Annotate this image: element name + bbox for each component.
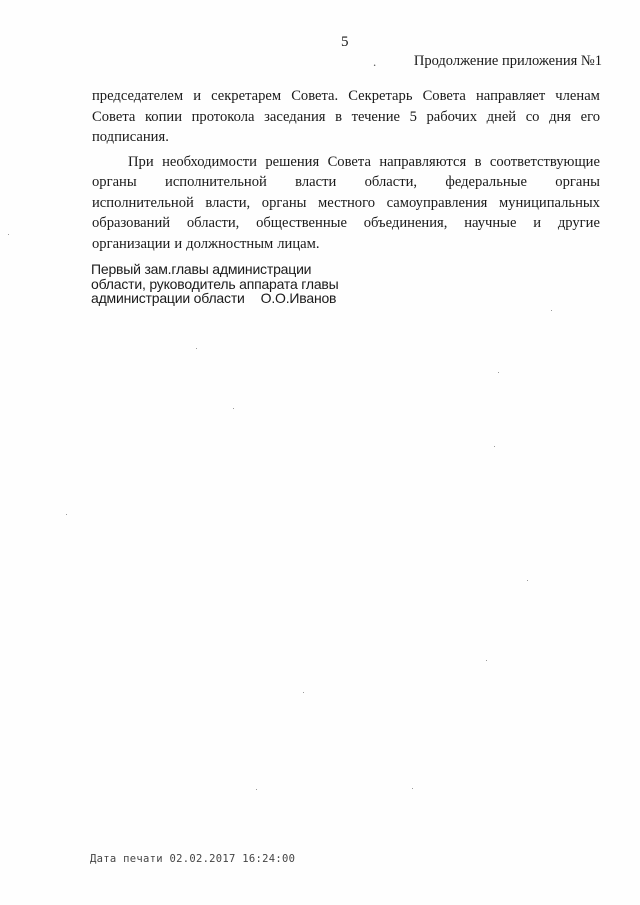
- text-line: [92, 107, 600, 128]
- text-line: [92, 172, 600, 193]
- document-body: [92, 86, 600, 254]
- scan-speck: [196, 348, 197, 349]
- signature-title-line-2: области, руководитель аппарата главы: [91, 275, 339, 292]
- word: направляет: [475, 88, 546, 104]
- signature-block: [91, 262, 339, 306]
- appendix-continuation-note: Продолжение приложения №1: [413, 53, 602, 69]
- word: научные: [464, 215, 517, 231]
- word: секретарем: [211, 88, 282, 104]
- text-line: [92, 152, 600, 173]
- scan-speck: [233, 408, 234, 409]
- word: федеральные: [445, 174, 527, 190]
- word: и: [193, 88, 202, 104]
- word: области,: [186, 215, 240, 231]
- text-line: [92, 193, 600, 214]
- word: членам: [555, 88, 600, 104]
- signature-title-line-3-text: администрации области: [91, 290, 245, 306]
- word: 5: [409, 108, 417, 125]
- word: Совета.: [291, 88, 339, 104]
- word: объединения,: [363, 215, 448, 231]
- scan-speck: [256, 789, 257, 790]
- signatory-name: О.О.Иванов: [260, 290, 337, 306]
- word: дней: [486, 108, 517, 125]
- word: подписания.: [92, 129, 169, 145]
- word: органы: [261, 194, 307, 211]
- word: исполнительной: [165, 174, 267, 190]
- word: копии: [144, 108, 183, 125]
- text-line: [92, 234, 600, 255]
- word: местного: [318, 194, 375, 211]
- page-number: 5: [341, 34, 349, 50]
- scan-speck: [412, 788, 413, 789]
- word: его: [580, 108, 600, 125]
- word: председателем: [92, 88, 184, 104]
- word: Совета: [422, 88, 466, 104]
- word: области,: [364, 174, 418, 190]
- word: муниципальных: [498, 194, 600, 211]
- word: общественные: [256, 215, 347, 231]
- scan-speck: [486, 660, 487, 661]
- word: решения: [265, 153, 320, 170]
- word: дня: [549, 108, 572, 125]
- word: другие: [557, 215, 600, 231]
- word: заседания: [264, 108, 326, 125]
- word: лицам.: [277, 235, 320, 252]
- word: в: [474, 153, 482, 170]
- scan-speck: [498, 372, 499, 373]
- word: образований: [92, 215, 171, 231]
- word: необходимости: [162, 153, 257, 170]
- word: Секретарь: [348, 88, 413, 104]
- word: организации: [92, 235, 171, 252]
- word: и: [174, 235, 183, 252]
- signature-title-line-1: Первый зам.главы администрации: [91, 261, 312, 277]
- text-line: [92, 213, 600, 234]
- word: органы: [92, 174, 137, 190]
- word: должностным: [186, 235, 274, 252]
- text-line: [92, 86, 600, 107]
- signature-title-line-3: [91, 291, 339, 306]
- scan-speck: [66, 514, 67, 515]
- word: и: [533, 215, 542, 231]
- word: в: [335, 108, 342, 125]
- paragraph-council-minutes: [92, 86, 600, 148]
- word: со: [525, 108, 540, 125]
- word: протокола: [191, 108, 255, 125]
- word: органы: [555, 174, 600, 190]
- paragraph-council-decisions: [92, 152, 600, 255]
- word: соответствующие: [489, 153, 600, 170]
- scan-speck: [527, 580, 528, 581]
- text-line: [92, 127, 600, 148]
- word: направляются: [379, 153, 467, 170]
- scan-speck: [494, 446, 495, 447]
- word: Совета: [92, 108, 136, 125]
- word: При: [128, 153, 154, 170]
- scan-speck: [551, 310, 552, 311]
- word: самоуправления: [386, 194, 488, 211]
- word: власти: [295, 174, 337, 190]
- scan-speck: [8, 234, 9, 235]
- word: рабочих: [426, 108, 478, 125]
- word: Совета: [327, 153, 371, 170]
- word: власти,: [205, 194, 251, 211]
- print-date-stamp: Дата печати 02.02.2017 16:24:00: [90, 853, 296, 865]
- word: течение: [351, 108, 400, 125]
- header-mark: .: [373, 54, 377, 69]
- word: исполнительной: [92, 194, 194, 211]
- scan-speck: [303, 692, 304, 693]
